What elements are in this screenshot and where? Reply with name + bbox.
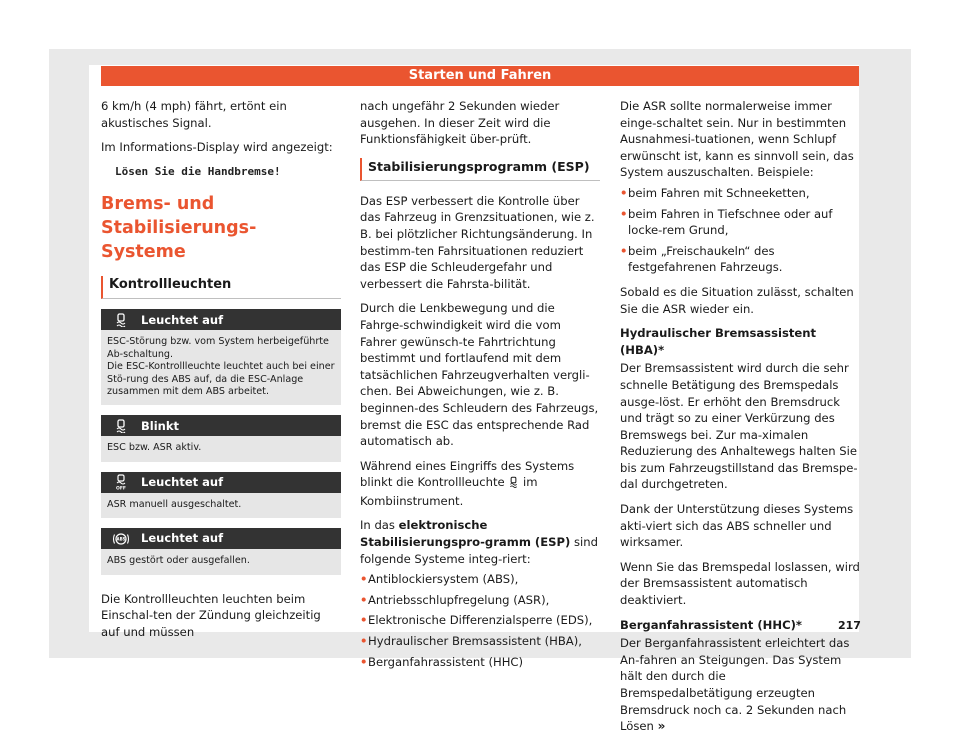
warning-light-entry <box>101 415 341 461</box>
list-item: • Antiblockiersystem (ABS), <box>360 572 519 587</box>
section-title: Brems- und Stabilisierungs-Systeme <box>101 194 257 263</box>
esc-skid-icon <box>101 419 141 433</box>
esc-skid-icon <box>101 313 141 327</box>
warning-description: ASR manuell ausgeschaltet. <box>101 493 341 518</box>
paragraph: Der Berganfahrassistent erleichtert das An-fahren an Steigungen. Das System hält den durch die Bremspedalbetätigung erzeugten Bremsdruck noch ca. 2 Sekunden nach Lösen » <box>620 636 850 734</box>
bullet-list <box>360 571 600 670</box>
list-item: • Berganfahrassistent (HHC) <box>360 654 524 669</box>
warning-description: ESC-Störung bzw. vom System herbeigeführte Ab-schaltung. Die ESC-Kontrollleuchte leuchtet auch bei einer Stö-rung des ABS auf, da die ESC-Anlage zusammen mit dem ABS arbeitet. <box>101 330 341 405</box>
svg-text:OFF: OFF <box>116 486 126 491</box>
page-number: 217 <box>838 619 861 632</box>
list-item: • beim Fahren mit Schneeketten, <box>620 185 810 200</box>
paragraph: Wenn Sie das Bremspedal loslassen, wird der Bremsassistent automatisch deaktiviert. <box>620 559 860 608</box>
display-message: Lösen Sie die Handbremse! <box>115 164 281 178</box>
warning-status: Leuchtet auf <box>141 531 224 546</box>
column-middle <box>360 98 600 678</box>
warning-status: Leuchtet auf <box>141 312 224 327</box>
warning-status: Blinkt <box>141 418 179 433</box>
paragraph: Die ASR sollte normalerweise immer einge-schaltet sein. Nur in bestimmten Ausnahmesi-tuationen, wenn Schlupf erwünscht ist, kann es sinnvoll sein, das System auszuschalten. Beispiele: <box>620 99 854 180</box>
paragraph: Im Informations-Display wird angezeigt: <box>101 140 333 155</box>
list-item: • beim „Freischaukeln“ des festgefahrenen Fahrzeugs. <box>620 243 783 275</box>
list-item: • Elektronische Differenzialsperre (EDS), <box>360 613 593 628</box>
paragraph: 6 km/h (4 mph) fährt, ertönt ein akustisches Signal. <box>101 99 287 130</box>
warning-light-entry <box>101 528 341 574</box>
warning-description: ABS gestört oder ausgefallen. <box>101 549 341 574</box>
subsection-title: Kontrollleuchten <box>101 276 341 299</box>
paragraph: Der Bremsassistent wird durch die sehr schnelle Betätigung des Bremspedals ausge-löst. Er erhöht den Bremsdruck und trägt so zu einer Verkürzung des Bremswegs bei. Zur ma-ximalen Reduzierung des Anhaltewegs halten Sie bis zum Fahrzeugstillstand das Bremspe-dal durchgetreten. <box>620 361 858 492</box>
paragraph: Dank der Unterstützung dieses Systems akti-viert sich das ABS schneller und wirksamer. <box>620 502 854 550</box>
bullet-list <box>620 185 860 276</box>
paragraph: Die Kontrollleuchten leuchten beim Einschal-ten der Zündung gleichzeitig auf und müssen <box>101 591 321 639</box>
chapter-header: Starten und Fahren <box>101 66 859 86</box>
paragraph: Sobald es die Situation zulässt, schalten Sie die ASR wieder ein. <box>620 284 854 316</box>
heading-hhc: Berganfahrassistent (HHC)* <box>620 617 802 632</box>
list-item: • Antriebsschlupfregelung (ASR), <box>360 592 550 607</box>
column-left <box>101 98 341 648</box>
paragraph: In das elektronische Stabilisierungspro-gramm (ESP) sind folgende Systeme integ-riert: <box>360 518 598 566</box>
continue-marker: » <box>657 719 666 734</box>
warning-status: Leuchtet auf <box>141 475 224 490</box>
abs-icon <box>101 532 141 546</box>
warning-light-entry <box>101 309 341 405</box>
subsection-title: Stabilisierungsprogramm (ESP) <box>360 158 600 181</box>
list-item: • beim Fahren in Tiefschnee oder auf locke-rem Grund, <box>620 206 833 238</box>
list-item: • Hydraulischer Bremsassistent (HBA), <box>360 634 582 649</box>
warning-light-entry <box>101 472 341 518</box>
esc-skid-icon <box>508 476 519 493</box>
paragraph: Durch die Lenkbewegung und die Fahrge-schwindigkeit wird die vom Fahrer gewünsch-te Fahrtrichtung bestimmt und fortlaufend mit dem tatsächlichen Fahrzeugverhalten vergli-chen. Bei Abweichungen, wie z. B. beginnen-des Schleudern des Fahrzeugs, bremst die ESC das entsprechende Rad automatisch ab. <box>360 301 599 449</box>
paragraph: nach ungefähr 2 Sekunden wieder ausgehen. In dieser Zeit wird die Funktionsfähigkeit über-prüft. <box>360 99 560 147</box>
paragraph: Während eines Eingriffs des Systems blinkt die Kontrollleuchte im Kombiinstrument. <box>360 458 575 508</box>
column-right <box>620 98 860 743</box>
warning-description: ESC bzw. ASR aktiv. <box>101 436 341 461</box>
heading-hba: Hydraulischer Bremsassistent (HBA)* <box>620 326 817 357</box>
paragraph: Das ESP verbessert die Kontrolle über das Fahrzeug in Grenzsituationen, wie z. B. bei plötzlicher Richtungsänderung. In bestimm-ten Fahrsituationen reduziert das ESP die Schleudergefahr und verbessert die Fahrsta-bilität. <box>360 193 595 291</box>
esc-off-icon <box>101 474 141 490</box>
svg-text:ABS: ABS <box>116 536 126 542</box>
